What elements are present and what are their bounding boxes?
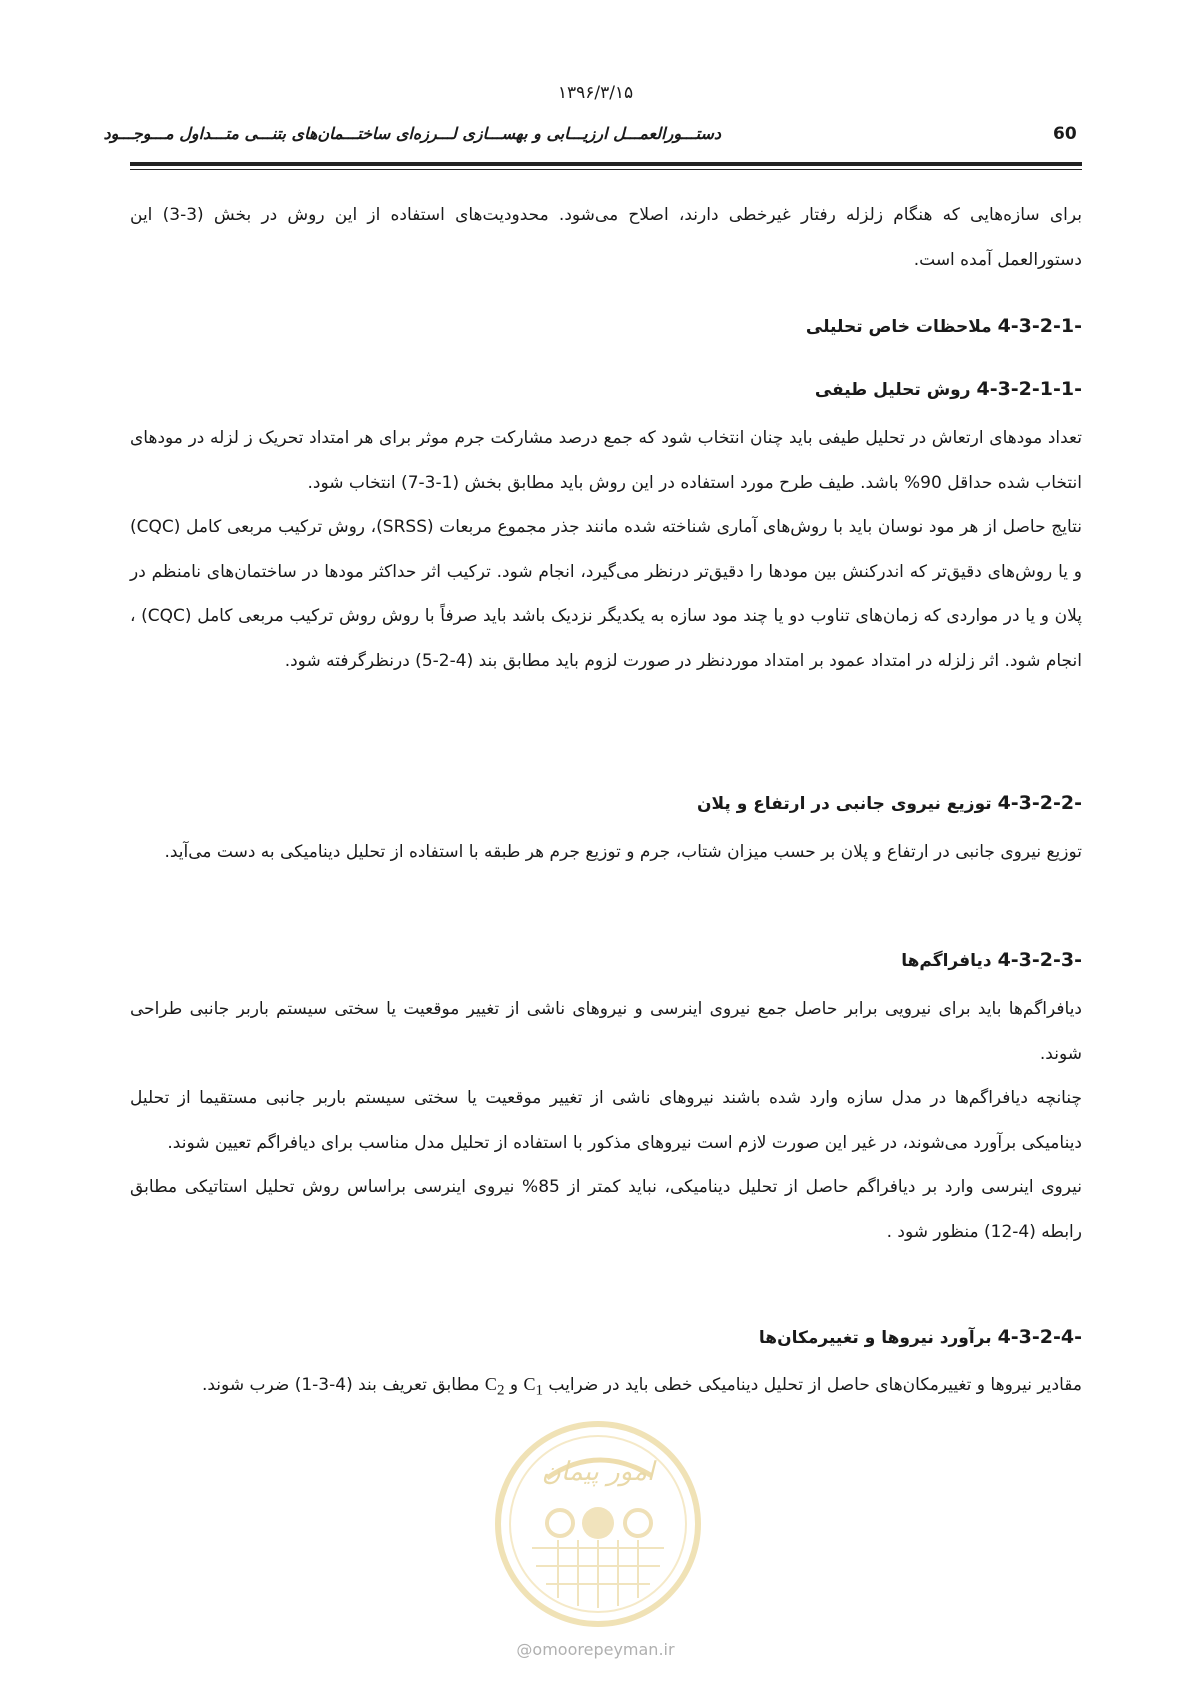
section-heading-4-3-2-1-1 — [130, 369, 1082, 410]
page-number: 60 — [1053, 124, 1077, 144]
coef-subscript: 1 — [535, 1382, 543, 1399]
coef-subscript: 2 — [496, 1382, 505, 1399]
section-title: ملاحظات خاص تحلیلی — [805, 317, 992, 337]
section-title: روش تحلیل طیفی — [814, 380, 971, 400]
spectral-analysis-body — [130, 416, 1082, 683]
watermark-logo-text: امور پیمان — [541, 1457, 655, 1487]
forces-body — [130, 1362, 1082, 1413]
coef-letter: C — [523, 1374, 536, 1394]
paragraph: چنانچه دیافراگم‌ها در مدل سازه وارد شده باشند نیروهای ناشی از تغییر موقعیت یا سختی سیستم باربر جانبی مستقیما از تحلیل دینامیکی برآورد می‌شوند، در غیر این صورت لازم است نیروهای مذکور با استفاده از تحلیل مدل مناسب برای دیافراگم تعیین شوند. — [130, 1088, 1082, 1153]
section-title: توزیع نیروی جانبی در ارتفاع و پلان — [696, 794, 992, 814]
watermark-url — [0, 1640, 1191, 1659]
intro-paragraph — [130, 193, 1082, 282]
coefficient-c1 — [523, 1374, 543, 1399]
diaphragm-body — [130, 987, 1082, 1254]
paragraph: نتایج حاصل از هر مود نوسان باید با روش‌های آماری شناخته شده مانند جذر مجموع مربعات (SRSS)، روش ترکیب مربعی کامل (CQC) و یا روش‌های دقیق‌تر که اندرکنش بین مودها را دقیق‌تر درنظر می‌گیرد، انجام شود. ترکیب اثر حداکثر مودها در ساختمان‌های نامنظم در پلان و یا در مواردی که زمان‌های تناوب دو یا چند مود سازه به یکدیگر نزدیک باشد باید صرفاً با روش روش ترکیب مربعی کامل (CQC) ، انجام شود. اثر زلزله در امتداد عمود بر امتداد موردنظر در صورت لزوم باید مطابق بند (4-2-5) درنظرگرفته شود. — [130, 517, 1082, 671]
header-date: ۱۳۹۶/۳/۱۵ — [557, 83, 634, 103]
watermark-logo-icon — [492, 1418, 704, 1630]
header-rule-thin — [130, 169, 1082, 170]
paragraph: نیروی اینرسی وارد بر دیافراگم حاصل از تحلیل دینامیکی، نباید کمتر از 85% نیروی اینرسی براساس روش تحلیل استاتیکی مطابق رابطه (4-12) منظور شود . — [130, 1177, 1082, 1242]
section-heading-4-3-2-1 — [130, 306, 1082, 347]
lateral-force-body — [130, 830, 1082, 875]
at-icon: @ — [516, 1640, 533, 1659]
section-heading-4-3-2-2 — [130, 783, 1082, 824]
paragraph: تعداد مودهای ارتعاش در تحلیل طیفی باید چنان انتخاب شود که جمع درصد مشارکت جرم موثر برای هر امتداد تحریک ز لزله در مودهای انتخاب شده حداقل 90% باشد. طیف طرح مورد استفاده در این روش باید مطابق بخش (1-3-7) انتخاب شود. — [130, 428, 1082, 493]
section-number: 4-3-2-1-1- — [976, 378, 1082, 400]
coef-letter: C — [484, 1374, 497, 1394]
section-number: 4-3-2-1- — [997, 315, 1082, 337]
coefficient-c2 — [484, 1374, 505, 1399]
section-heading-4-3-2-4 — [130, 1317, 1082, 1358]
section-number: 4-3-2-3- — [997, 949, 1082, 971]
text-run: مطابق تعریف بند (4-3-1) ضرب شوند. — [201, 1375, 480, 1395]
section-number: 4-3-2-2- — [997, 792, 1082, 814]
section-title: دیافراگم‌ها — [901, 951, 992, 971]
paragraph: دیافراگم‌ها باید برای نیرویی برابر حاصل جمع نیروی اینرسی و نیروهای ناشی از تغییر موقعیت یا سختی سیستم باربر جانبی طراحی شوند. — [130, 999, 1082, 1064]
header-title: دستـــورالعمـــل ارزیـــابی و بهســـازی لـــرزه‌ای ساختـــمان‌های بتنـــی متـــداول مـــوجـــود — [103, 124, 721, 143]
section-number: 4-3-2-4- — [997, 1326, 1082, 1348]
text-run: و — [509, 1375, 519, 1395]
text-run: مقادیر نیروها و تغییرمکان‌های حاصل از تحلیل دینامیکی خطی باید در ضرایب — [548, 1375, 1082, 1395]
section-title: برآورد نیروها و تغییرمکان‌ها — [758, 1328, 992, 1348]
watermark-site: omoorepeyman.ir — [532, 1640, 675, 1659]
header-rule-thick — [130, 162, 1082, 166]
paragraph: توزیع نیروی جانبی در ارتفاع و پلان بر حسب میزان شتاب، جرم و توزیع جرم هر طبقه با استفاده از تحلیل دینامیکی به دست می‌آید. — [164, 842, 1082, 862]
section-heading-4-3-2-3 — [130, 940, 1082, 981]
paragraph — [130, 1362, 1082, 1413]
intro-text: برای سازه‌هایی که هنگام زلزله رفتار غیرخطی دارند، اصلاح می‌شود. محدودیت‌های استفاده از این روش در بخش (3-3) این دستورالعمل آمده است. — [130, 205, 1082, 270]
